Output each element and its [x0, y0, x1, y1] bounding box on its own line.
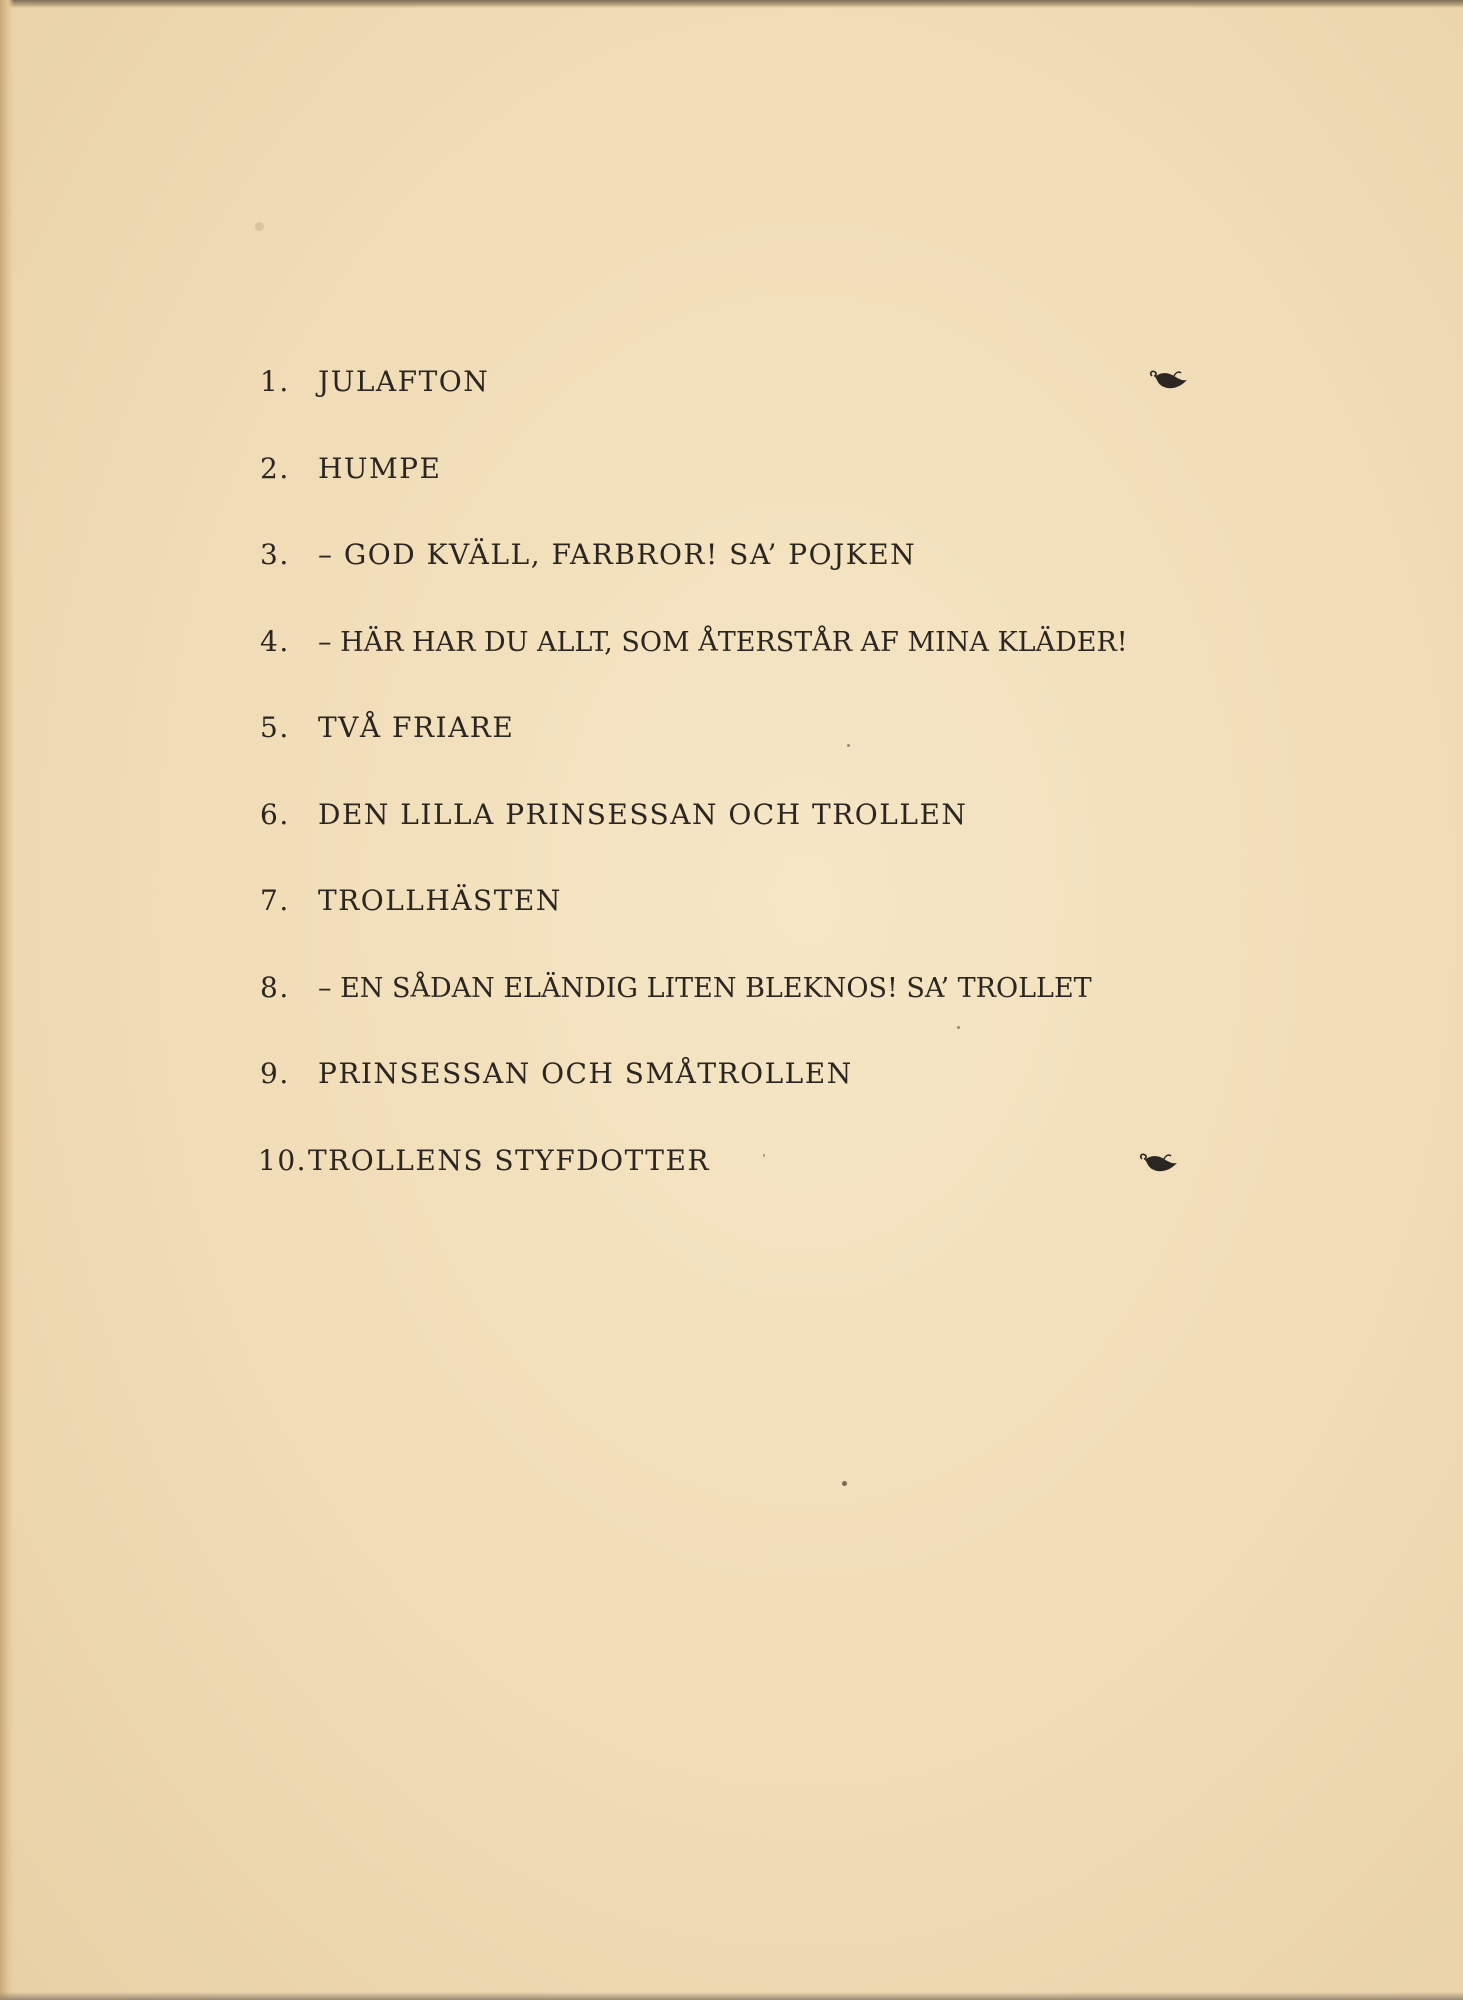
toc-entry-8	[260, 971, 1220, 1058]
toc-entry-number: 6.	[260, 797, 290, 831]
toc-entry-number: 9.	[260, 1057, 290, 1090]
toc-entry-3	[260, 538, 1220, 625]
toc-entry-title: PRINSESSAN OCH SMÅTROLLEN	[318, 1057, 853, 1090]
toc-entry-number: 2.	[260, 451, 290, 485]
page-top-edge	[0, 0, 1463, 8]
page-bottom-edge	[0, 1992, 1463, 2000]
fleuron-icon	[1146, 367, 1190, 393]
paper-speck	[255, 222, 264, 231]
fleuron-icon	[1136, 1150, 1180, 1176]
toc-entry-6	[260, 798, 1220, 885]
toc-entry-title: TVÅ FRIARE	[318, 711, 515, 744]
paper-speck	[842, 1481, 847, 1486]
toc-entry-7	[260, 884, 1220, 971]
toc-entry-number: 7.	[260, 884, 290, 917]
toc-entry-title: TROLLHÄSTEN	[318, 884, 562, 917]
toc-entry-title: – EN SÅDAN ELÄNDIG LITEN BLEKNOS! SA’ TROLLET	[318, 972, 1092, 1004]
page-binding-edge	[0, 0, 14, 2000]
toc-entry-number: 4.	[260, 624, 290, 658]
table-of-contents	[260, 365, 1220, 1230]
toc-entry-4	[260, 625, 1220, 712]
toc-entry-title: JULAFTON	[318, 365, 490, 398]
toc-entry-1	[260, 365, 1220, 452]
toc-entry-number: 1.	[260, 365, 290, 398]
toc-entry-9	[260, 1057, 1220, 1144]
toc-entry-number: 5.	[260, 711, 290, 744]
toc-entry-title: DEN LILLA PRINSESSAN OCH TROLLEN	[318, 797, 968, 831]
toc-entry-2	[260, 452, 1220, 539]
toc-entry-number: 10.	[258, 1143, 308, 1177]
toc-entry-number: 3.	[260, 538, 290, 571]
toc-entry-title: – HÄR HAR DU ALLT, SOM ÅTERSTÅR AF MINA KLÄDER!	[318, 626, 1128, 658]
toc-entry-10	[260, 1144, 1220, 1231]
toc-entry-title: HUMPE	[318, 451, 442, 485]
toc-entry-number: 8.	[260, 970, 290, 1004]
toc-entry-title: TROLLENS STYFDOTTER	[308, 1143, 710, 1177]
toc-entry-title: – GOD KVÄLL, FARBROR! SA’ POJKEN	[318, 538, 917, 571]
toc-entry-5	[260, 711, 1220, 798]
